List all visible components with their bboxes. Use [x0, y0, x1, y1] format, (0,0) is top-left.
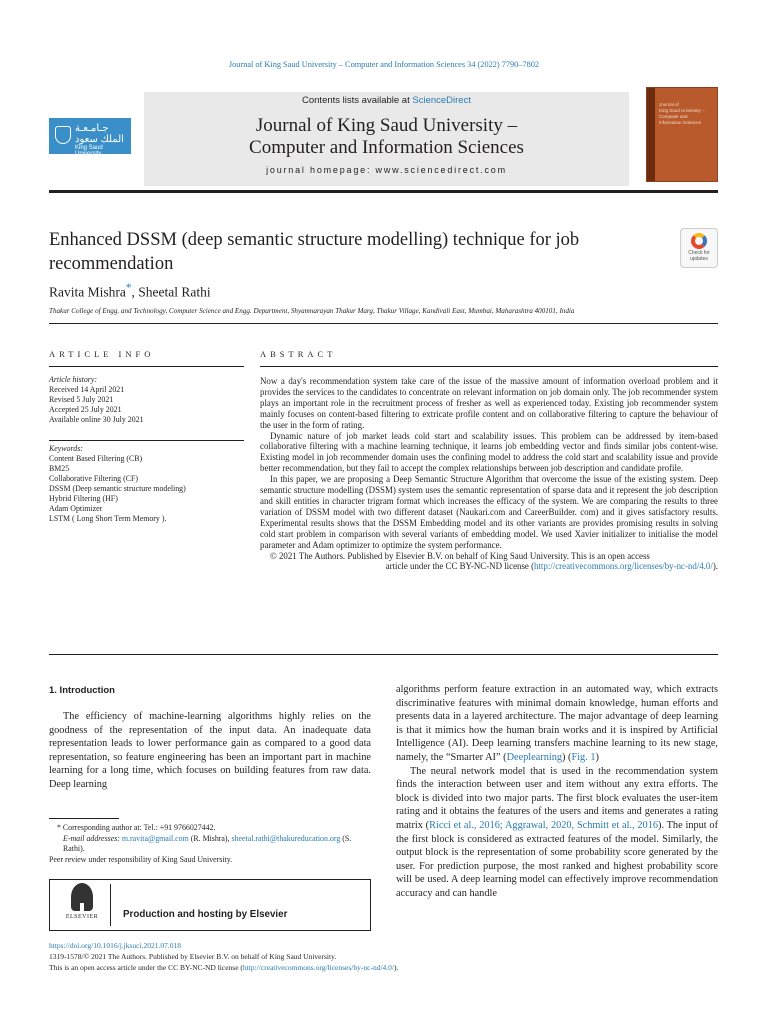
crossmark-icon [691, 233, 707, 249]
journal-banner [144, 92, 629, 186]
license-link[interactable]: http://creativecommons.org/licenses/by-nc-nd/4.0/ [534, 561, 713, 572]
body-column-right [396, 683, 718, 901]
masthead-divider [49, 190, 718, 193]
peer-review-note: Peer review under responsibility of King Saud University. [49, 854, 233, 864]
keyword: BM25 [49, 464, 70, 473]
keyword: DSSM (Deep semantic structure modeling) [49, 484, 186, 493]
keywords-list [49, 444, 244, 524]
logo-english-text: King Saud University [75, 145, 103, 157]
doi-link[interactable]: https://doi.org/10.1016/j.jksuci.2021.07.018 [49, 941, 181, 950]
history-revised: Revised 5 July 2021 [49, 395, 114, 404]
corresponding-mark[interactable]: * [125, 282, 132, 294]
article-info-heading: ARTICLE INFO [49, 349, 155, 359]
keyword: Hybrid Filtering (HF) [49, 494, 118, 503]
abstract-body [260, 376, 718, 572]
email-link-1[interactable]: m.ravita@gmail.com [121, 833, 189, 843]
journal-title-line1: Journal of King Saud University – [255, 115, 518, 136]
intro-paragraph-2 [396, 683, 718, 765]
university-logo [49, 118, 131, 157]
bottom-notes [49, 941, 718, 973]
title-divider [49, 323, 718, 324]
seal-icon [55, 126, 71, 144]
elsevier-logo-name: ELSEVIER [65, 914, 99, 920]
abstract-license [260, 561, 718, 572]
elsevier-logo [62, 883, 102, 927]
abstract-copyright: © 2021 The Authors. Published by Elsevier B.V. on behalf of King Saud University. This is an open access [270, 550, 650, 561]
crossmark-button[interactable] [680, 228, 718, 268]
contents-prefix: Contents lists available at [302, 95, 413, 106]
author-1[interactable]: Ravita Mishra [49, 284, 126, 300]
keywords-rule [49, 440, 244, 441]
license-prefix: article under the CC BY-NC-ND license ( [385, 561, 535, 572]
intro-text: ) [595, 751, 599, 763]
email-owner-2: (S. Rathi). [63, 833, 352, 853]
intro-text: ) ( [562, 751, 572, 763]
intro-text: ). The input of the first block is considered as extracted features of the model. Similarly, the output block is the representation of some probability score generated by the user. For prediction purpose, the most ranked and highest probability score will be used. A deep learning model can effectively improve recommendation accuracy and can handle [396, 819, 719, 899]
author-2[interactable]: Sheetal Rathi [138, 284, 211, 300]
author-list [49, 282, 211, 301]
history-accepted: Accepted 25 July 2021 [49, 405, 122, 414]
open-access-line [49, 963, 718, 974]
reference-link-ricci[interactable]: Ricci et al., 2016; Aggrawal, 2020, Schmitt et al., 2016 [429, 819, 659, 831]
article-history [49, 375, 244, 425]
intro-paragraph-3 [396, 765, 718, 901]
paper-title [49, 228, 649, 276]
abstract-heading: ABSTRACT [260, 349, 337, 359]
license-suffix: ). [393, 962, 399, 972]
article-info-rule [49, 366, 244, 367]
body-column-left [49, 710, 371, 792]
paper-title-line1: Enhanced DSSM (deep semantic structure modelling) technique for job [49, 230, 580, 250]
journal-title-line2: Computer and Information Sciences [249, 137, 524, 158]
keyword: LSTM ( Long Short Term Memory ). [49, 514, 167, 523]
history-received: Received 14 April 2021 [49, 385, 125, 394]
intro-text: algorithms perform feature extraction in an automated way, which extracts discriminative features with minimal domain knowledge, human efforts and presents data in a layered architecture. The major advantage of deep learning is that it mimics how the human brain works and it is inspired by Artificial Intelligence (AI). Deep learning transfers machine learning to its new stage, namely, the “Smarter AI” ( [396, 684, 718, 763]
cover-text-1: Journal of [659, 102, 679, 107]
issn-line: 1319-1578/© 2021 The Authors. Published by Elsevier B.V. on behalf of King Saud University. [49, 951, 337, 961]
journal-title [144, 115, 629, 159]
cover-spine [647, 88, 655, 181]
footnote-rule [49, 818, 119, 819]
elsevier-hosting-text: Production and hosting by Elsevier [123, 909, 288, 920]
section-heading-introduction: 1. Introduction [49, 685, 115, 696]
history-online: Available online 30 July 2021 [49, 415, 144, 424]
journal-cover-image [646, 87, 718, 182]
running-head[interactable]: Journal of King Saud University – Computer and Information Sciences 34 (2022) 7790–7802 [228, 60, 540, 69]
logo-arabic-text: جـامـعـة الملك سعود [75, 123, 124, 145]
journal-homepage-link[interactable]: journal homepage: www.sciencedirect.com [266, 165, 507, 175]
history-label: Article history: [49, 375, 97, 384]
elsevier-divider [110, 884, 111, 926]
cover-text [659, 102, 705, 126]
elsevier-hosting-box [49, 879, 371, 931]
abstract-paragraph-3: In this paper, we are proposing a Deep Semantic Structure Algorithm that overcome the issue of the existing system. Deep semantic structure modelling (DSSM) system uses the semantic representation of sparse data and it represent the job description and skill entities in character trigram format which increases the efficacy of the system. We are comparing the results to three variation of DSSM model with two different dataset (Naukari.com and CareerBuilder. com) and it gives satisfactory results. Experimental results shows that the DSSM Embedding model and its other variants are provides promising results in solving cold start problem in comparison with several variants of embedding model. We used Xavier initializer to initialise the model parameter and Adam optimizer to optimize the system performance. [260, 474, 718, 550]
journal-masthead [49, 92, 718, 186]
license-link-bottom[interactable]: http://creativecommons.org/licenses/by-nc-nd/4.0/ [242, 962, 394, 972]
crossmark-label-1: Check for [688, 250, 710, 256]
abstract-bottom-rule [49, 654, 718, 655]
email-label: E-mail addresses: [63, 833, 122, 843]
elsevier-tree-icon [71, 883, 93, 911]
cover-text-3: Computer and [659, 114, 688, 119]
keywords-label: Keywords: [49, 444, 83, 453]
contents-line [144, 95, 629, 106]
figure-link-1[interactable]: Fig. 1 [571, 751, 596, 763]
corresponding-author-note: * Corresponding author at: Tel.: +91 9766027442. [57, 823, 216, 832]
email-owner-1: (R. Mishra), [188, 833, 232, 843]
cover-text-4: Information Sciences [659, 120, 702, 125]
crossmark-label-2: updates [690, 256, 708, 262]
email-link-2[interactable]: sheetal.rathi@thakureducation.org [231, 833, 341, 843]
intro-text: The neural network model that is used in the recommendation system finds the interaction between user and item without any extra efforts. The block is divided into two major parts. The first block evaluates the user-item rating and it obtains the features of the users and items and generates a rating matrix ( [396, 765, 718, 831]
license-prefix: This is an open access article under the CC BY-NC-ND license ( [49, 962, 243, 972]
cover-text-2: King Saud University – [659, 108, 705, 113]
author-separator: , [131, 284, 139, 300]
keyword: Adam Optimizer [49, 504, 103, 513]
abstract-rule [260, 366, 718, 367]
keyword: Collaborative Filtering (CF) [49, 474, 138, 483]
abstract-paragraph-2: Dynamic nature of job market leads cold start and scalability issues. This problem can be addressed by item-based collaborative filtering with a machine learning technique, it learns job embedding vector and finds similar jobs content-wise. Existing model in job recommender domain uses the confining model to address the cold start and scalability issue and provide better recommendation, but they fail to accept the complex relationships between job description and candidate profile. [260, 430, 718, 474]
sciencedirect-link[interactable]: ScienceDirect [412, 95, 471, 106]
email-note [49, 834, 371, 855]
keyword: Content Based Filtering (CB) [49, 454, 143, 463]
reference-link-deeplearning[interactable]: Deeplearning [506, 751, 563, 763]
abstract-paragraph-1: Now a day's recommendation system take care of the issue of the massive amount of information overload problem and it provides the services to the candidates to concentrate on relevant information on job domain only. The job recommender system plays an important role in the recruitment process of fresher as well as experienced today. Existing job recommender system mainly focuses on content-based filtering to extricate profile content and on collaborative filtering to capture the behaviour of the user in the form of rating. [260, 376, 718, 430]
paper-title-line2: recommendation [49, 254, 174, 274]
affiliation: Thakur College of Engg. and Technology, Computer Science and Engg. Department, Shyamnarayan Thakur Marg, Thakur Village, Kandivali East, Mumbai, Maharashtra 400101, India [49, 307, 575, 315]
footnotes [49, 823, 371, 865]
intro-paragraph-1: The efficiency of machine-learning algorithms highly relies on the goodness of the representation of the input data. An inadequate data representation leads to lower performance gain as compared to a good data representation, so feature engineering has been an important part in machine learning for a long time, which focuses on building features from raw data. Deep learning [49, 711, 371, 790]
license-suffix: ). [712, 561, 718, 572]
